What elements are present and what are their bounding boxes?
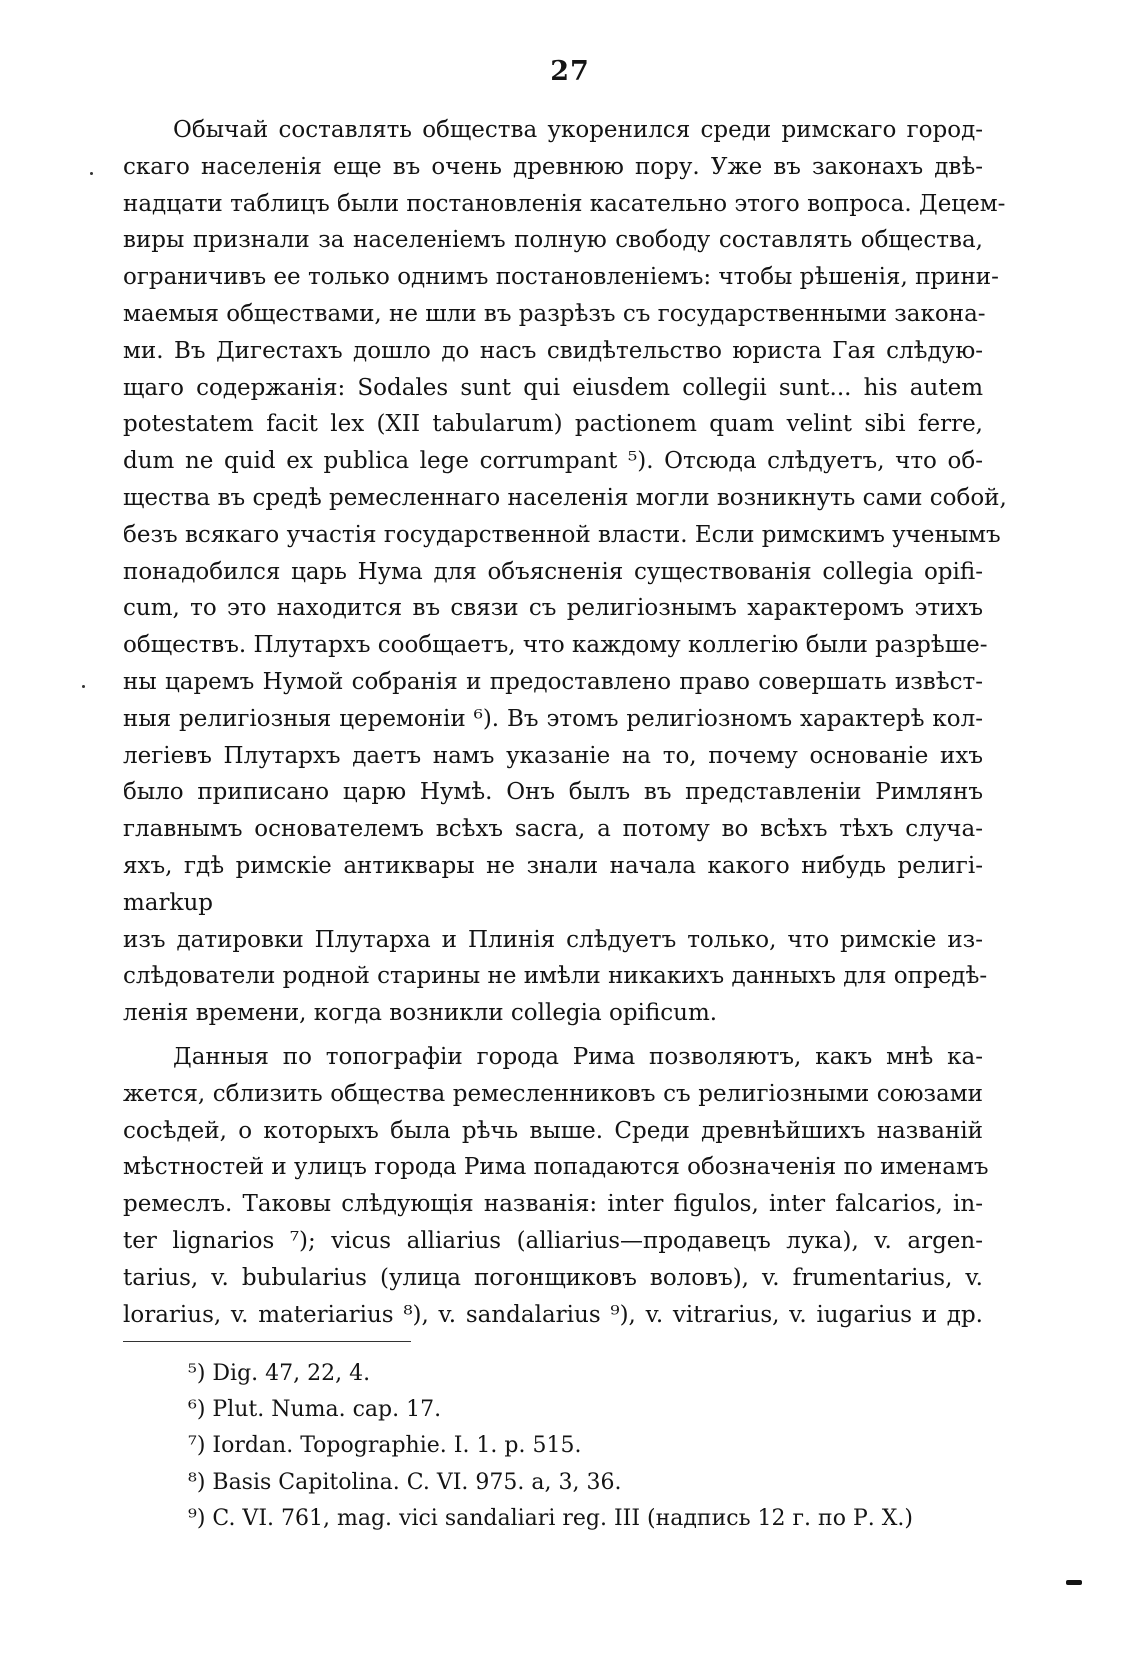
text-line: ленія времени, когда возникли collegia opificum. [123, 1000, 718, 1027]
text-line: легіевъ Плутархъ даетъ намъ указаніе на то, почему основаніе ихъ [123, 742, 983, 769]
footnote-9: ⁹) C. VI. 761, mag. vici sandaliari reg. III (надпись 12 г. по Р. X.) [188, 1505, 913, 1531]
footnote-rule [123, 1341, 411, 1342]
text-line: жется, сблизить общества ремесленниковъ съ религіозными союзами [123, 1080, 983, 1107]
footnote-5: ⁵) Dig. 47, 22, 4. [188, 1361, 371, 1386]
paragraph-break [123, 1032, 983, 1039]
text-line: dum ne quid ex publica lege corrumpant ⁵). Отсюда слѣдуетъ, что об- [123, 448, 983, 475]
text-line: ми. Въ Дигестахъ дошло до насъ свидѣтельство юриста Гая слѣдую- [123, 337, 983, 364]
text-line: tarius, v. bubularius (улица погонщиковъ воловъ), v. frumentarius, v. [123, 1264, 983, 1291]
text-line: изъ датировки Плутарха и Плинія слѣдуетъ только, что римскіе из- [123, 926, 983, 953]
text-line: маемыя обществами, не шли въ разрѣзъ съ государственными закона- [123, 300, 986, 327]
footnote-6: ⁶) Plut. Numa. cap. 17. [188, 1397, 442, 1423]
text-line: ограничивъ ее только однимъ постановленіемъ: чтобы рѣшенія, прини- [123, 264, 999, 291]
text-line: lorarius, v. materiarius ⁸), v. sandalarius ⁹), v. vitrarius, v. iugarius и др. [123, 1301, 983, 1328]
text-line: слѣдователи родной старины не имѣли никакихъ данныхъ для опредѣ- [123, 963, 988, 990]
footnote-7: ⁷) Iordan. Topographie. I. 1. p. 515. [188, 1433, 582, 1459]
text-line: markup [123, 889, 213, 916]
text-line: сосѣдей, о которыхъ была рѣчь выше. Среди древнѣйшихъ названій [123, 1117, 983, 1144]
text-line: главнымъ основателемъ всѣхъ sacra, а потому во всѣхъ тѣхъ случа- [123, 816, 983, 843]
text-line: безъ всякаго участія государственной власти. Если римскимъ ученымъ [123, 521, 1001, 548]
text-line: щаго содержанія: Sodales sunt qui eiusdem collegii sunt... his autem [123, 374, 983, 401]
text-line: ремеслъ. Таковы слѣдующія названія: inter figulos, inter falcarios, in- [123, 1191, 983, 1218]
text-line: яхъ, гдѣ римскіе антиквары не знали начала какого нибудь религі- [123, 852, 983, 879]
footnotes [188, 1356, 1008, 1537]
text-line: скаго населенія еще въ очень древнюю пору. Уже въ законахъ двѣ- [123, 153, 983, 180]
text-line: potestatem facit lex (XII tabularum) pactionem quam velint sibi ferre, [123, 411, 983, 438]
text-line: ны царемъ Нумой собранія и предоставлено право совершать извѣст- [123, 668, 983, 695]
text-line: понадобился царь Нума для объясненія существованія collegia opifi- [123, 558, 983, 585]
text-line: виры признали за населеніемъ полную свободу составлять общества, [123, 227, 983, 254]
main-text [123, 112, 1007, 1333]
text-line: щества въ средѣ ремесленнаго населенія могли возникнуть сами собой, [123, 484, 1007, 511]
text-line: ныя религіозныя церемоніи ⁶). Въ этомъ религіозномъ характерѣ кол- [123, 705, 983, 732]
margin-dot [82, 685, 85, 688]
text-line: надцати таблицъ были постановленія касательно этого вопроса. Децем- [123, 190, 1006, 217]
text-line: Данныя по топографіи города Рима позволяютъ, какъ мнѣ ка- [173, 1043, 983, 1070]
text-line: cum, то это находится въ связи съ религіознымъ характеромъ этихъ [123, 595, 983, 622]
text-line: мѣстностей и улицъ города Рима попадаются обозначенія по именамъ [123, 1154, 989, 1181]
text-line: обществъ. Плутархъ сообщаетъ, что каждому коллегію были разрѣше- [123, 632, 988, 659]
text-line: ter lignarios ⁷); vicus alliarius (alliarius—продавецъ лука), v. argen- [123, 1227, 983, 1254]
dash-mark [1066, 1580, 1082, 1585]
margin-dot [90, 172, 93, 175]
text-line: было приписано царю Нумѣ. Онъ былъ въ представленіи Римлянъ [123, 779, 983, 806]
text-line: Обычай составлять общества укоренился среди римскаго город- [173, 117, 983, 143]
footnote-8: ⁸) Basis Capitolina. C. VI. 975. a, 3, 36. [188, 1469, 622, 1495]
page-number: 27 [550, 56, 590, 87]
